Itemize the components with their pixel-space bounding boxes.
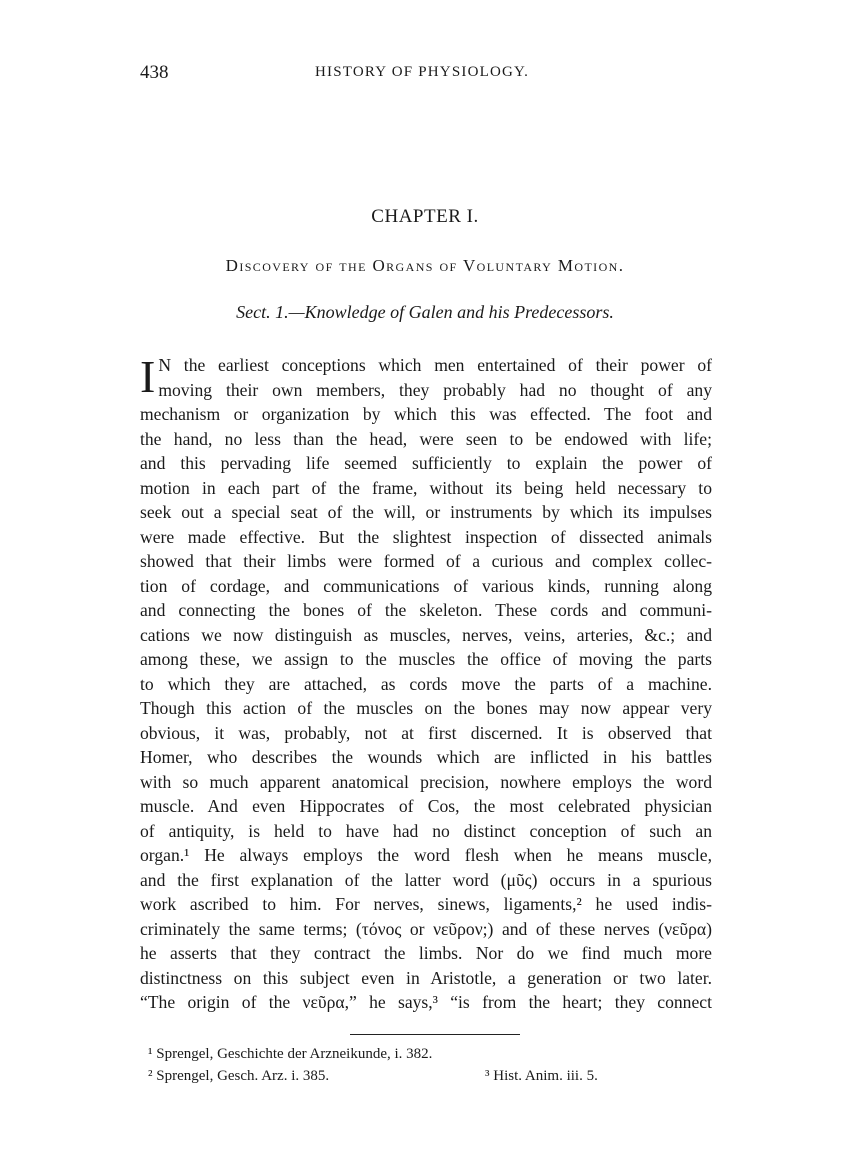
footnotes	[148, 1043, 668, 1087]
text-line: “The origin of the νεῦρα,” he says,³ “is from the heart; they connect	[140, 992, 712, 1012]
text-line: showed that their limbs were formed of a curious and complex collec-	[140, 551, 712, 571]
text-line: muscle. And even Hippocrates of Cos, the most celebrated physician	[140, 796, 712, 816]
text-line: of antiquity, is held to have had no distinct conception of such an	[140, 820, 712, 841]
subsection-heading	[0, 302, 850, 323]
text-line: Homer, who describes the wounds which are inflicted in his battles	[140, 747, 712, 767]
text-line: and connecting the bones of the skeleton. These cords and communi-	[140, 600, 712, 620]
drop-cap: I	[140, 351, 156, 402]
text-line: he asserts that they contract the limbs. Nor do we find much more	[140, 943, 712, 963]
footnote-rule	[350, 1034, 520, 1035]
footnote-row-2	[148, 1065, 668, 1087]
body-text	[140, 353, 712, 1015]
text-line: motion in each part of the frame, without its being held necessary to	[140, 477, 712, 498]
text-line: Though this action of the muscles on the bones may now appear very	[140, 698, 712, 718]
text-line: cations we now distinguish as muscles, nerves, veins, arteries, &c.; and	[140, 624, 712, 645]
text-line: among these, we assign to the muscles the office of moving the parts	[140, 649, 712, 669]
section-heading: Discovery of the Organs of Voluntary Motion.	[225, 256, 625, 275]
text-line: organ.¹ He always employs the word flesh when he means muscle,	[140, 845, 712, 865]
running-title: HISTORY OF PHYSIOLOGY.	[315, 64, 530, 80]
text-line: distinctness on this subject even in Aristotle, a generation or two later.	[140, 967, 712, 988]
text-line: work ascribed to him. For nerves, sinews, ligaments,² he used indis-	[140, 894, 712, 914]
text-line: to which they are attached, as cords move the parts of a machine.	[140, 673, 712, 694]
text-line: moving their own members, they probably had no thought of any	[158, 379, 712, 400]
subsection-title: —Knowledge of Galen and his Predecessors.	[288, 302, 614, 322]
text-line: and the first explanation of the latter word (μῦς) occurs in a spurious	[140, 869, 712, 890]
text-line: N the earliest conceptions which men entertained of their power of	[158, 355, 712, 375]
footnote-3: ³ Hist. Anim. iii. 5.	[485, 1068, 598, 1084]
subsection-label: Sect. 1.	[236, 302, 289, 322]
footnote-2: ² Sprengel, Gesch. Arz. i. 385.	[148, 1068, 330, 1084]
footnote-1: ¹ Sprengel, Geschichte der Arzneikunde, i. 382.	[148, 1046, 433, 1062]
text-line: obvious, it was, probably, not at first discerned. It is observed that	[140, 722, 712, 743]
running-head	[140, 62, 712, 86]
page-number: 438	[140, 62, 169, 83]
text-line: with so much apparent anatomical precision, nowhere employs the word	[140, 771, 712, 792]
text-line: tion of cordage, and communications of various kinds, running along	[140, 575, 712, 596]
chapter-title: CHAPTER I.	[371, 206, 479, 227]
text-line: mechanism or organization by which this was effected. The foot and	[140, 404, 712, 424]
text-line: were made effective. But the slightest inspection of dissected animals	[140, 526, 712, 547]
text-line: seek out a special seat of the will, or instruments by which its impulses	[140, 502, 712, 522]
text-line: criminately the same terms; (τόνος or νεῦρον;) and of these nerves (νεῦρα)	[140, 918, 712, 939]
text-line: the hand, no less than the head, were seen to be endowed with life;	[140, 428, 712, 449]
text-line: and this pervading life seemed sufficiently to explain the power of	[140, 453, 712, 473]
